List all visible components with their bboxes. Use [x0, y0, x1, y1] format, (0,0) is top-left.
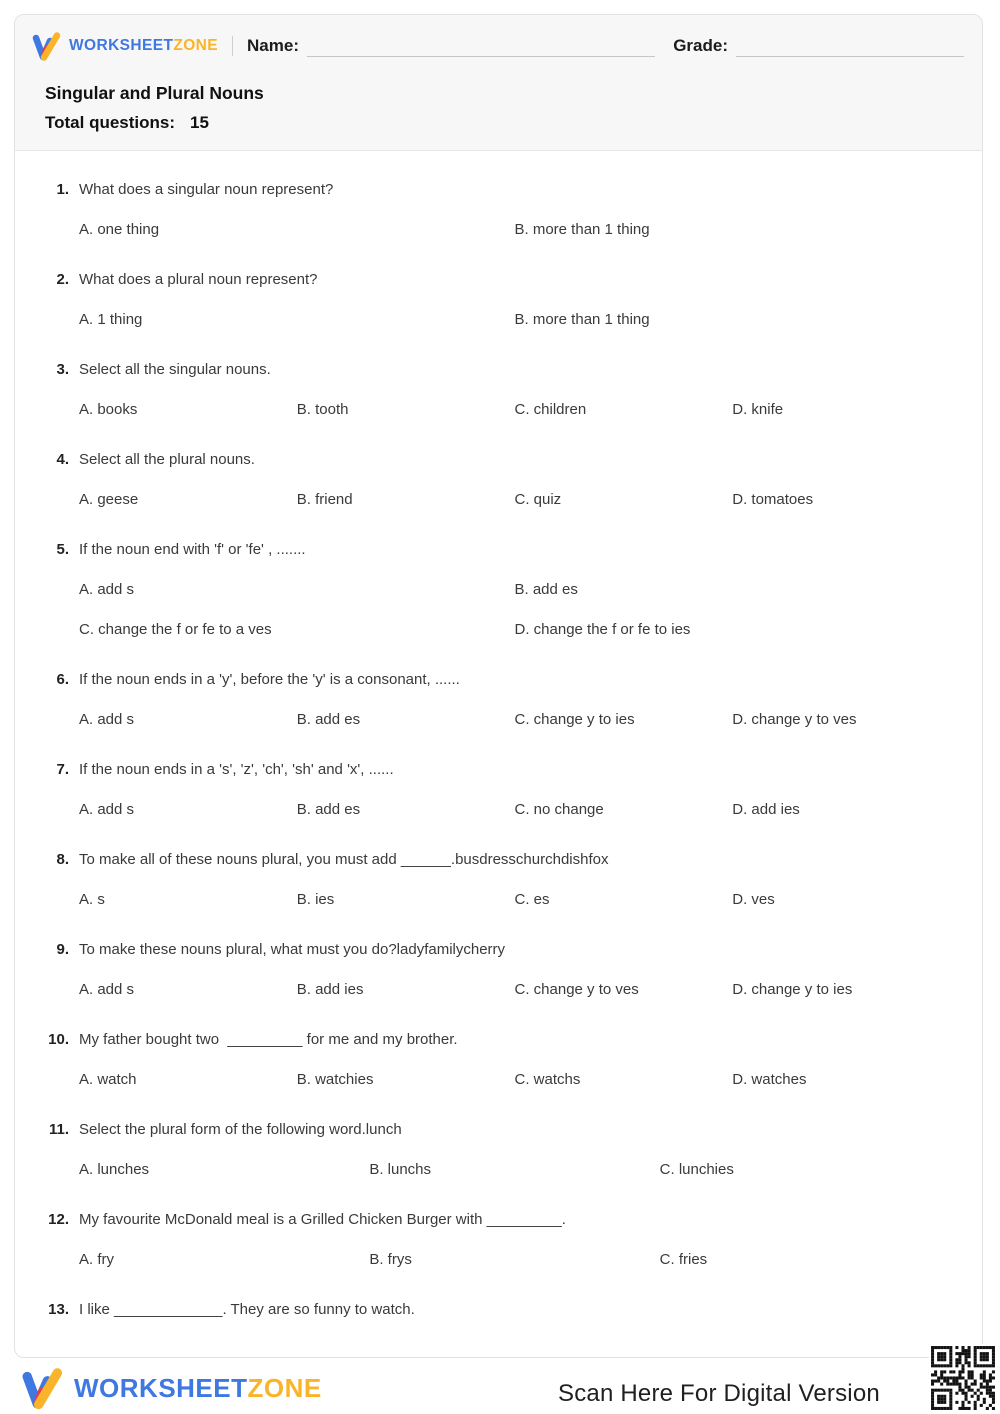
question-text: Select the plural form of the following word.lunch: [79, 1121, 402, 1138]
option-item: A. books: [79, 401, 138, 418]
question-options: [79, 1071, 950, 1089]
option-item: A. add s: [79, 981, 135, 998]
option-item: D. ves: [732, 891, 775, 908]
option-item: C. children: [514, 401, 587, 418]
option-item: A. lunches: [79, 1161, 150, 1178]
option-item: C. change y to ves: [514, 981, 639, 998]
option-item: B. watchies: [296, 1071, 374, 1088]
question-number: 4.: [56, 451, 69, 468]
option-item: A. one thing: [79, 221, 160, 238]
option-item: B. more than 1 thing: [514, 311, 650, 328]
total-questions-value: 15: [190, 113, 209, 132]
option-item: A. add s: [79, 711, 135, 728]
option-item: C. watchs: [514, 1071, 581, 1088]
question-number: 6.: [56, 671, 69, 688]
questions-list: [15, 151, 982, 1319]
question: [45, 851, 950, 909]
total-questions-label: Total questions:: [45, 113, 176, 132]
question-options: [79, 491, 950, 509]
question: [45, 181, 950, 239]
worksheet-card: [14, 14, 983, 1358]
question-options: [79, 981, 950, 999]
option-item: B. friend: [296, 491, 353, 508]
question-number: 2.: [56, 271, 69, 288]
question: [45, 541, 950, 639]
option-item: B. tooth: [296, 401, 349, 418]
option-item: A. geese: [79, 491, 139, 508]
option-item: D. change y to ies: [732, 981, 853, 998]
brand-logo: [31, 31, 218, 61]
option-item: A. 1 thing: [79, 311, 143, 328]
option-item: B. add es: [296, 801, 361, 818]
question: [45, 451, 950, 509]
option-item: D. watches: [732, 1071, 807, 1088]
question-number: 7.: [56, 761, 69, 778]
grade-label: Grade:: [673, 36, 728, 55]
question-text: Select all the singular nouns.: [79, 361, 271, 378]
question: [45, 1301, 950, 1319]
option-item: C. quiz: [514, 491, 562, 508]
brand-word-zone: ZONE: [173, 37, 219, 54]
option-item: C. change the f or fe to a ves: [79, 621, 272, 638]
question-text: What does a plural noun represent?: [79, 271, 318, 288]
question: [45, 361, 950, 419]
brand-word-worksheet: WORKSHEET: [69, 37, 174, 54]
question: [45, 271, 950, 329]
header-divider: [232, 36, 233, 56]
option-item: D. change the f or fe to ies: [514, 621, 691, 638]
option-item: B. more than 1 thing: [514, 221, 650, 238]
name-label: Name:: [247, 36, 299, 55]
brand-logo-icon: [31, 31, 63, 61]
question-text: If the noun end with 'f' or 'fe' , .......: [79, 541, 306, 558]
question: [45, 1211, 950, 1269]
option-item: C. no change: [514, 801, 604, 818]
question-text: My favourite McDonald meal is a Grilled Chicken Burger with _________.: [79, 1211, 566, 1228]
question-number: 11.: [48, 1121, 69, 1138]
card-header: [15, 15, 982, 151]
option-item: A. add s: [79, 581, 135, 598]
option-item: A. watch: [79, 1071, 137, 1088]
question-options: [79, 1161, 950, 1179]
question-number: 9.: [56, 941, 69, 958]
footer-brand-word-zone: ZONE: [247, 1372, 322, 1403]
question-number: 13.: [48, 1301, 69, 1318]
question: [45, 761, 950, 819]
option-item: B. add ies: [296, 981, 364, 998]
option-item: A. add s: [79, 801, 135, 818]
option-item: C. es: [514, 891, 550, 908]
total-questions: [45, 113, 964, 133]
question-number: 1.: [56, 181, 69, 198]
scan-here-text: Scan Here For Digital Version: [558, 1380, 880, 1407]
question-options: [79, 1251, 950, 1269]
option-item: D. tomatoes: [732, 491, 814, 508]
question-options: [79, 711, 950, 729]
option-item: B. frys: [369, 1251, 412, 1268]
question-options: [79, 221, 950, 239]
question: [45, 671, 950, 729]
question-text: I like _____________. They are so funny to watch.: [79, 1301, 415, 1318]
option-item: A. s: [79, 891, 105, 908]
question-text: If the noun ends in a 'y', before the 'y' is a consonant, ......: [79, 671, 460, 688]
question: [45, 941, 950, 999]
question-text: What does a singular noun represent?: [79, 181, 334, 198]
question-text: To make these nouns plural, what must you do?ladyfamilycherry: [79, 941, 506, 958]
question-options: [79, 801, 950, 819]
option-item: D. change y to ves: [732, 711, 857, 728]
question-number: 8.: [56, 851, 69, 868]
option-item: C. change y to ies: [514, 711, 635, 728]
question: [45, 1121, 950, 1179]
option-item: B. ies: [296, 891, 335, 908]
grade-line[interactable]: [736, 43, 964, 57]
question-options: [79, 311, 950, 329]
question-options: [79, 401, 950, 419]
option-item: B. add es: [296, 711, 361, 728]
footer-brand-logo: [20, 1364, 322, 1412]
worksheet-title: Singular and Plural Nouns: [45, 83, 264, 103]
option-item: D. knife: [732, 401, 784, 418]
option-item: B. add es: [514, 581, 578, 598]
footer-brand-logo-icon: [20, 1365, 66, 1411]
question-options: [79, 891, 950, 909]
question-text: Select all the plural nouns.: [79, 451, 255, 468]
question-text: My father bought two _________ for me and my brother.: [79, 1031, 458, 1048]
question-options: [79, 581, 950, 639]
question: [45, 1031, 950, 1089]
question-number: 10.: [48, 1031, 69, 1048]
name-line[interactable]: [307, 43, 655, 57]
question-text: If the noun ends in a 's', 'z', 'ch', 'sh' and 'x', ......: [79, 761, 394, 778]
option-item: C. lunchies: [659, 1161, 734, 1178]
question-number: 12.: [48, 1211, 69, 1228]
option-item: A. fry: [79, 1251, 115, 1268]
qr-code: [929, 1344, 997, 1412]
question-text: To make all of these nouns plural, you must add ______.busdresschurchdishfox: [79, 851, 609, 868]
question-number: 5.: [56, 541, 69, 558]
option-item: B. lunchs: [369, 1161, 432, 1178]
option-item: D. add ies: [732, 801, 800, 818]
question-number: 3.: [56, 361, 69, 378]
option-item: C. fries: [659, 1251, 708, 1268]
footer-brand-word-worksheet: WORKSHEET: [74, 1372, 248, 1403]
